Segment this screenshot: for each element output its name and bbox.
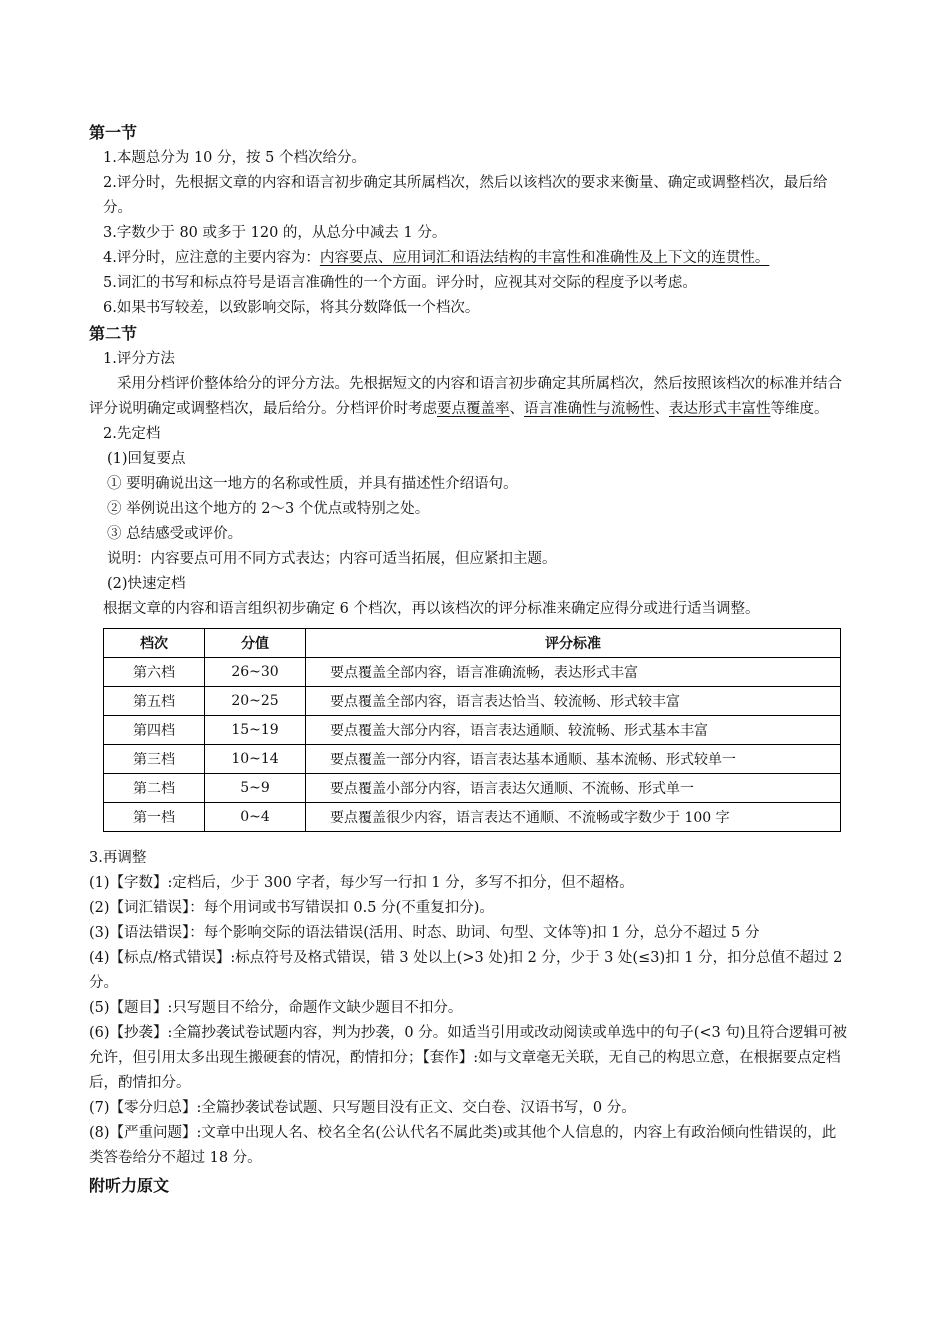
quick-text: 根据文章的内容和语言组织初步确定 6 个档次，再以该档次的评分标准来确定应得分或进行适当调整。 xyxy=(103,601,760,617)
grade-table-header-row xyxy=(104,629,841,658)
adjust-item-1: (1)【字数】:定档后，少于 300 字者，每少写一行扣 1 分，多写不扣分，但不超格。 xyxy=(89,875,634,891)
points-title: (1)回复要点 xyxy=(107,451,186,467)
method-underline-accuracy: 语言准确性与流畅性 xyxy=(524,401,655,417)
adjust-item-4: (4)【标点/格式错误】:标点符号及格式错误，错 3 处以上(>3 处)扣 2 分，少于 3 处(≤3)扣 1 分，扣分总值不超过 2 分。 xyxy=(89,950,843,991)
row-criteria: 要点覆盖一部分内容，语言表达基本通顺、基本流畅、形式较单一 xyxy=(306,745,841,774)
method-underline-richness: 表达形式丰富性 xyxy=(669,401,771,417)
row-level: 第六档 xyxy=(104,658,205,687)
section1-item-4-prefix: 4.评分时，应注意的主要内容为： xyxy=(103,250,320,266)
method-paragraph xyxy=(89,372,849,422)
adjust-item-3: (3)【语法错误】：每个影响交际的语法错误(活用、时态、助词、句型、文体等)扣 1 分，总分不超过 5 分 xyxy=(89,925,760,941)
method-sep-1: 、 xyxy=(509,401,524,417)
section1-item-2: 2.评分时，先根据文章的内容和语言初步确定其所属档次，然后以该档次的要求来衡量、确定或调整档次，最后给分。 xyxy=(103,175,828,216)
adjust-item-5: (5)【题目】:只写题目不给分，命题作文缺少题目不扣分。 xyxy=(89,1000,463,1016)
adjust-title: 3.再调整 xyxy=(89,850,147,866)
row-score: 20~25 xyxy=(205,687,306,716)
adjust-item-8: (8)【严重问题】:文章中出现人名、校名全名(公认代名不属此类)或其他个人信息的，内容上有政治倾向性错误的，此类答卷给分不超过 18 分。 xyxy=(89,1125,837,1166)
row-score: 5~9 xyxy=(205,774,306,803)
row-level: 第五档 xyxy=(104,687,205,716)
section1-item-4 xyxy=(89,246,849,271)
row-level: 第四档 xyxy=(104,716,205,745)
adjust-item-6: (6)【抄袭】:全篇抄袭试卷试题内容，判为抄袭，0 分。如适当引用或改动阅读或单选中的句子(<3 句)且符合逻辑可被允许，但引用太多出现生搬硬套的情况，酌情扣分；【套作】:如与文章毫无关联，无自己的构思立意，在根据要点定档后，酌情扣分。 xyxy=(89,1025,848,1091)
section2-title: 第二节 xyxy=(89,324,138,343)
section1-item-1: 1.本题总分为 10 分，按 5 个档次给分。 xyxy=(103,150,366,166)
row-score: 26~30 xyxy=(205,658,306,687)
section1-item-4-underlined: 内容要点、应用词汇和语法结构的丰富性和准确性及上下文的连贯性。 xyxy=(319,250,770,266)
document-page xyxy=(89,120,849,1199)
adjust-item-7: (7)【零分归总】:全篇抄袭试卷试题、只写题目没有正文、交白卷、汉语书写，0 分。 xyxy=(89,1100,636,1116)
row-criteria: 要点覆盖全部内容，语言表达恰当、较流畅、形式较丰富 xyxy=(306,687,841,716)
method-text-a: 采用分档评价整体给分的评分方法。先根据短文的内容和语言初步确定其所属档次，然后按照该档次的标准并结合评分说明确定或调整档次，最后给分。分档评价时考虑 xyxy=(89,376,842,417)
method-text-b: 等维度。 xyxy=(770,401,829,417)
row-criteria: 要点覆盖全部内容，语言准确流畅，表达形式丰富 xyxy=(306,658,841,687)
points-note: 说明：内容要点可用不同方式表达；内容可适当拓展，但应紧扣主题。 xyxy=(107,551,557,567)
spacer xyxy=(89,832,849,846)
method-sep-2: 、 xyxy=(654,401,669,417)
header-score: 分值 xyxy=(205,629,306,658)
adjust-item-2: (2)【词汇错误】：每个用词或书写错误扣 0.5 分(不重复扣分)。 xyxy=(89,900,494,916)
point-1: ① 要明确说出这一地方的名称或性质，并具有描述性介绍语句。 xyxy=(107,476,518,492)
row-score: 10~14 xyxy=(205,745,306,774)
table-row xyxy=(104,745,841,774)
point-2: ② 举例说出这个地方的 2～3 个优点或特别之处。 xyxy=(107,501,430,517)
row-level: 第二档 xyxy=(104,774,205,803)
quick-title: (2)快速定档 xyxy=(107,576,186,592)
row-level: 第一档 xyxy=(104,803,205,832)
point-3: ③ 总结感受或评价。 xyxy=(107,526,243,542)
header-criteria: 评分标准 xyxy=(306,629,841,658)
row-level: 第三档 xyxy=(104,745,205,774)
row-score: 15~19 xyxy=(205,716,306,745)
header-level: 档次 xyxy=(104,629,205,658)
grade-table xyxy=(103,628,841,832)
appendix-title: 附听力原文 xyxy=(89,1176,170,1195)
table-row xyxy=(104,774,841,803)
table-row xyxy=(104,803,841,832)
section1-item-6: 6.如果书写较差，以致影响交际，将其分数降低一个档次。 xyxy=(103,300,480,316)
method-title: 1.评分方法 xyxy=(103,351,175,367)
section1-title: 第一节 xyxy=(89,123,138,142)
grade-title: 2.先定档 xyxy=(103,426,161,442)
table-row xyxy=(104,658,841,687)
method-underline-coverage: 要点覆盖率 xyxy=(437,401,510,417)
row-criteria: 要点覆盖小部分内容，语言表达欠通顺、不流畅、形式单一 xyxy=(306,774,841,803)
table-row xyxy=(104,687,841,716)
row-score: 0~4 xyxy=(205,803,306,832)
row-criteria: 要点覆盖很少内容，语言表达不通顺、不流畅或字数少于 100 字 xyxy=(306,803,841,832)
row-criteria: 要点覆盖大部分内容，语言表达通顺、较流畅、形式基本丰富 xyxy=(306,716,841,745)
section1-item-3: 3.字数少于 80 或多于 120 的，从总分中减去 1 分。 xyxy=(103,225,447,241)
table-row xyxy=(104,716,841,745)
section1-item-5: 5.词汇的书写和标点符号是语言准确性的一个方面。评分时，应视其对交际的程度予以考虑。 xyxy=(103,275,697,291)
